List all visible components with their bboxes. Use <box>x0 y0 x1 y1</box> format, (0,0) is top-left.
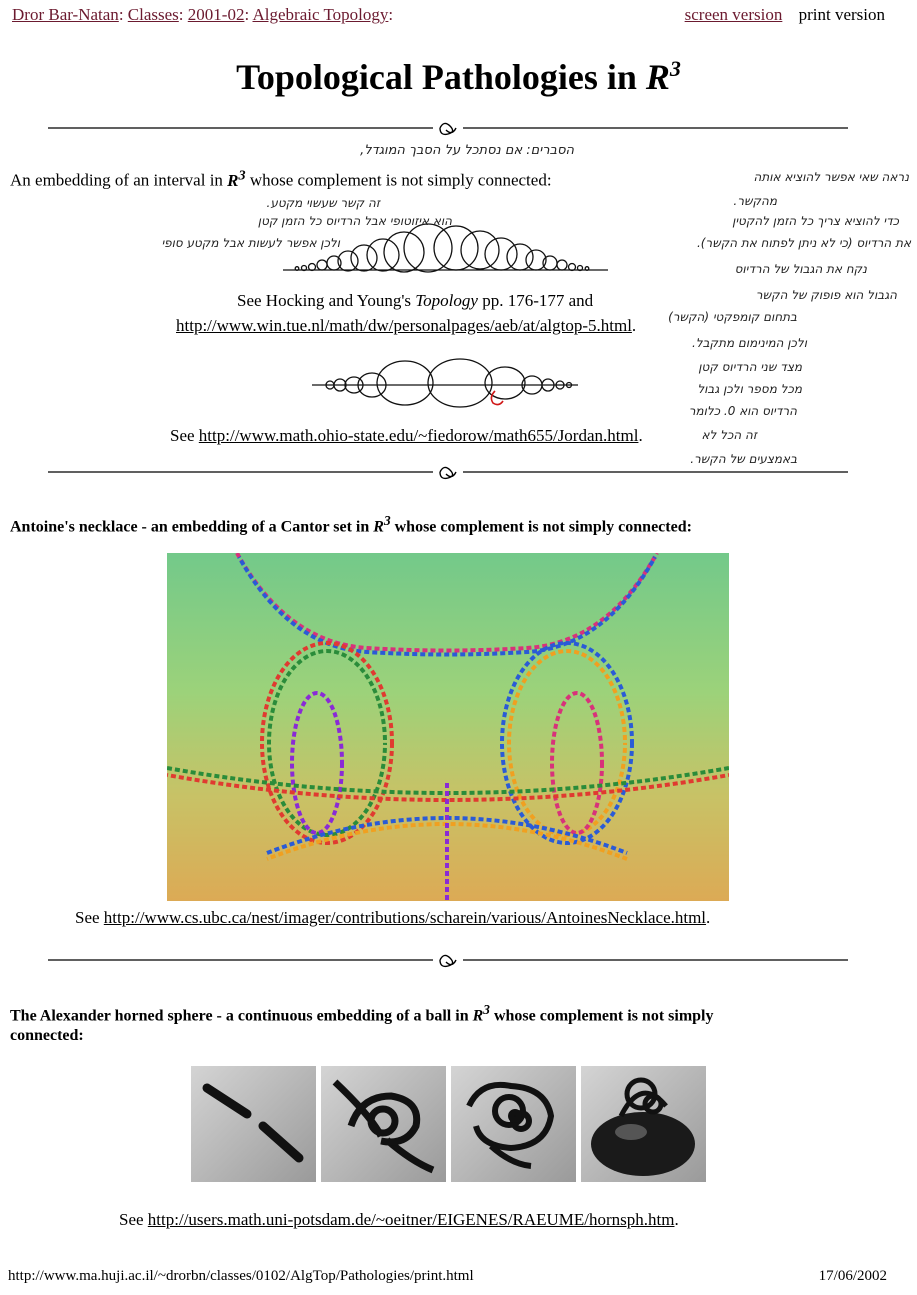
print-version-label: print version <box>798 5 885 24</box>
scharein-reference <box>75 908 710 928</box>
handwritten-note-line: זה קשר שעשוי מקטע. <box>266 196 380 210</box>
handwritten-note-line: זה הכל לא <box>701 428 757 442</box>
handwritten-note-line: באמצעים של הקשר. <box>690 452 797 466</box>
page-title <box>0 56 917 98</box>
intro-text: whose complement is not simply connected: <box>390 518 692 536</box>
horned-sphere-stage-2-image <box>321 1066 446 1182</box>
handwritten-note-line: הרדיוס הוא 0. כלומר <box>688 404 797 418</box>
antoine-necklace-intro <box>10 513 692 536</box>
tue-link-line <box>176 316 636 336</box>
math-exponent: 3 <box>238 167 246 183</box>
breadcrumb-separator: : <box>388 5 394 24</box>
ornament-separator <box>48 950 848 970</box>
intro-text: An embedding of an interval in <box>10 170 228 190</box>
page-title-text: Topological Pathologies in <box>236 57 646 97</box>
math-r: R <box>227 170 239 190</box>
antoine-necklace-image <box>167 553 729 901</box>
period: . <box>631 316 637 335</box>
breadcrumb-classes-link[interactable]: Classes <box>127 5 179 24</box>
antoine-necklace-chains <box>167 553 729 901</box>
math-exponent: 3 <box>383 513 391 528</box>
handwritten-note-line: בתחום קומפקטי (הקשר) <box>668 310 797 324</box>
version-switcher <box>685 5 885 25</box>
horned-sphere-stage-1-image <box>191 1066 316 1182</box>
horned-sphere-intro <box>10 1000 890 1046</box>
intro-text: whose complement is not simply connected: <box>245 170 552 190</box>
hocking-young-reference <box>237 291 593 311</box>
ornament-separator <box>48 118 848 138</box>
reference-text: See <box>119 1210 148 1229</box>
breadcrumb-year-link[interactable]: 2001-02 <box>187 5 245 24</box>
math-r: R <box>472 1007 484 1025</box>
footer-url: http://www.ma.huji.ac.il/~drorbn/classes/0102/AlgTop/Pathologies/print.html <box>8 1268 474 1284</box>
tue-algtop-link[interactable]: http://www.win.tue.nl/math/dw/personalpages/aeb/at/algtop-5.html <box>176 316 632 335</box>
intro-text: The Alexander horned sphere - a continuous embedding of a ball in <box>10 1007 473 1025</box>
fiedorow-reference <box>170 426 643 446</box>
period: . <box>674 1210 679 1229</box>
book-title: Topology <box>415 291 478 310</box>
page-title-exponent: 3 <box>669 56 681 81</box>
screen-version-link[interactable]: screen version <box>684 5 783 24</box>
breadcrumb-separator: : <box>118 5 128 24</box>
antoines-necklace-link[interactable]: http://www.cs.ubc.ca/nest/imager/contributions/scharein/various/AntoinesNecklace.html <box>103 908 707 927</box>
breadcrumb-author-link[interactable]: Dror Bar-Natan <box>12 5 119 24</box>
period: . <box>638 426 643 445</box>
horned-sphere-stage-3-image <box>451 1066 576 1182</box>
math-r: R <box>373 518 384 536</box>
handwritten-note-line: מכל מספר ולכן גבול <box>697 382 802 396</box>
intro-text: whose complement is not simply <box>489 1007 714 1025</box>
footer-date: 17/06/2002 <box>818 1268 887 1284</box>
handwritten-note-line: מצד שני הרדיוס קטן <box>698 360 802 374</box>
handwritten-note-line: ולכן אפשר לעשות אבל מקטע סופי <box>161 236 340 250</box>
fiedorow-jordan-link[interactable]: http://www.math.ohio-state.edu/~fiedorow/math655/Jordan.html <box>198 426 639 445</box>
breadcrumb-separator: : <box>178 5 188 24</box>
fiedorow-knot-figure <box>310 355 580 415</box>
handwritten-note-line: מהקשר. <box>733 194 777 208</box>
intro-text: connected: <box>10 1027 84 1045</box>
reference-text: pp. 176-177 and <box>477 291 594 310</box>
ornament-separator <box>48 462 848 482</box>
horned-sphere-stage-4-image <box>581 1066 706 1182</box>
handwritten-note-line: נקח את הגבול של הרדיוס <box>734 262 867 276</box>
handwritten-note-line: נראה שאי אפשר להוציא אותה <box>753 170 909 184</box>
handwritten-note-line: כדי להוציא צריך כל הזמן להקטין <box>732 214 899 228</box>
interval-embedding-intro <box>10 167 552 191</box>
period: . <box>706 908 711 927</box>
handwritten-note-line: הסברים: אם נסתכל על הסבך המוגדל, <box>360 143 574 158</box>
breadcrumb <box>12 5 393 25</box>
intro-text: Antoine's necklace - an embedding of a Cantor set in <box>10 518 374 536</box>
reference-text: See <box>170 426 199 445</box>
handwritten-note-line: ולכן המינימום מתקבל. <box>691 336 807 350</box>
handwritten-note-line: הוא איזוטופי אבל הרדיוס כל הזמן קטן <box>257 214 452 228</box>
reference-text: See <box>75 908 104 927</box>
math-exponent: 3 <box>483 1002 490 1017</box>
hornsph-link[interactable]: http://users.math.uni-potsdam.de/~oeitner/EIGENES/RAEUME/hornsph.htm <box>147 1210 675 1229</box>
breadcrumb-separator: : <box>244 5 253 24</box>
horned-sphere-reference <box>119 1210 679 1230</box>
handwritten-note-line: הגבול הוא פופוק של הקשר <box>755 288 897 302</box>
handwritten-note-line: את הרדיוס (כי לא ניתן לפתוח את הקשר). <box>696 236 911 250</box>
reference-text: See Hocking and Young's <box>237 291 416 310</box>
breadcrumb-course-link[interactable]: Algebraic Topology <box>252 5 389 24</box>
page-title-math: R <box>645 57 670 97</box>
